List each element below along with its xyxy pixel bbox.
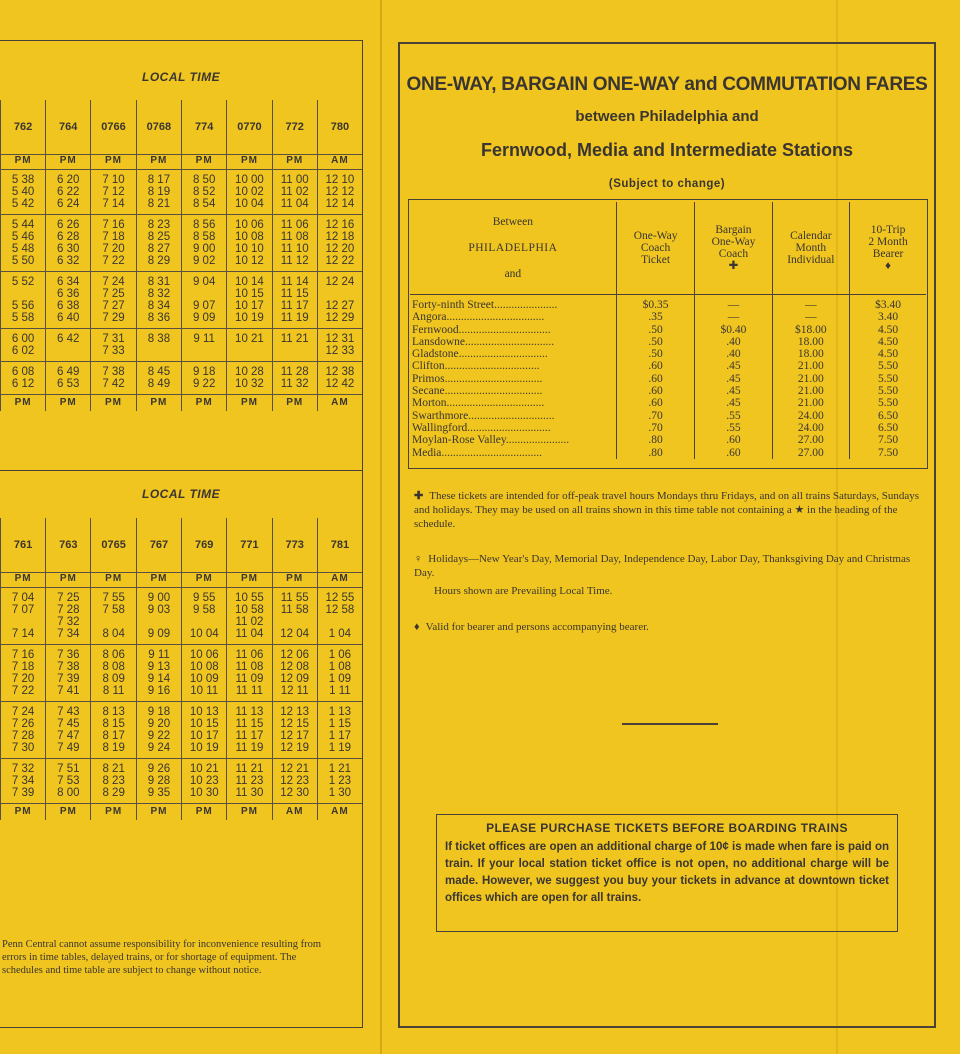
fare-row — [410, 336, 926, 348]
fare-monthly: 24.00 — [772, 422, 850, 434]
fare-bargain: — — [695, 311, 772, 323]
time-cell: 7 10 7 12 7 14 — [91, 170, 136, 215]
timetable-bottom — [0, 518, 362, 820]
train-number: 762 — [1, 100, 46, 155]
time-cell: 12 31 12 33 — [317, 329, 362, 362]
fares-title-line3: Fernwood, Media and Intermediate Stations — [480, 140, 854, 160]
note-bargain — [414, 489, 922, 531]
mid-rule — [0, 470, 362, 471]
fare-table — [410, 202, 926, 459]
time-cell: 7 04 7 07 7 14 — [1, 588, 46, 645]
fare-row — [410, 360, 926, 372]
train-number: 0768 — [136, 100, 181, 155]
time-cell: 12 24 12 27 12 29 — [317, 272, 362, 329]
fare-header-oneway: One-Way Coach Ticket — [616, 202, 695, 295]
time-cell: 6 26 6 28 6 30 6 32 — [46, 215, 91, 272]
fare-ten-trip: 5.50 — [850, 385, 926, 397]
ampm-label: AM — [317, 804, 362, 821]
cross-icon: ✚ — [414, 490, 424, 502]
time-cell: 12 55 12 58 1 04 — [317, 588, 362, 645]
time-cell: 7 36 7 38 7 39 7 41 — [46, 645, 91, 702]
fare-monthly: 18.00 — [772, 348, 850, 360]
time-cell: 12 13 12 15 12 17 12 19 — [272, 702, 317, 759]
fare-bargain: .45 — [695, 373, 772, 385]
ampm-label: PM — [272, 573, 317, 588]
fares-title: ONE-WAY, BARGAIN ONE-WAY and COMMUTATION FARES — [406, 74, 928, 95]
fare-oneway: .50 — [616, 336, 695, 348]
train-number: 774 — [182, 100, 227, 155]
time-cell: 8 17 8 19 8 21 — [136, 170, 181, 215]
time-cell: 1 06 1 08 1 09 1 11 — [317, 645, 362, 702]
time-cell: 8 21 8 23 8 29 — [91, 759, 136, 804]
time-cell: 9 11 9 13 9 14 9 16 — [136, 645, 181, 702]
time-cell: 11 14 11 15 11 17 11 19 — [272, 272, 317, 329]
time-cell: 11 06 11 08 11 09 11 11 — [227, 645, 272, 702]
fare-row — [410, 447, 926, 459]
holiday-icon: ♀ — [414, 553, 423, 565]
fare-bargain: .55 — [695, 422, 772, 434]
fare-oneway: .80 — [616, 434, 695, 446]
fare-ten-trip: 7.50 — [850, 434, 926, 446]
fare-monthly: 21.00 — [772, 385, 850, 397]
header-and: and — [504, 268, 522, 280]
train-number: 0765 — [91, 518, 136, 573]
time-cell: 10 21 10 23 10 30 — [182, 759, 227, 804]
fare-station: Primos.................................. — [412, 372, 543, 385]
ampm-label: PM — [46, 804, 91, 821]
time-cell: 10 55 10 58 11 02 11 04 — [227, 588, 272, 645]
time-cell: 7 16 7 18 7 20 7 22 — [1, 645, 46, 702]
time-cell: 6 00 6 02 — [1, 329, 46, 362]
fare-station: Wallingford............................. — [412, 421, 551, 434]
fare-station: Media................................... — [412, 446, 543, 459]
time-cell: 10 06 10 08 10 09 10 11 — [182, 645, 227, 702]
fare-station: Fernwood................................ — [412, 323, 551, 336]
ampm-label: PM — [1, 395, 46, 412]
fare-oneway: .80 — [616, 447, 695, 459]
bottom-rule — [0, 1027, 362, 1028]
fare-station: Secane.................................. — [412, 385, 543, 398]
fare-oneway: .60 — [616, 360, 695, 372]
train-number: 0770 — [227, 100, 272, 155]
fare-row — [410, 311, 926, 323]
train-number: 773 — [272, 518, 317, 573]
train-number: 781 — [317, 518, 362, 573]
time-cell: 12 38 12 42 — [317, 362, 362, 395]
fare-monthly: — — [772, 311, 850, 323]
time-cell: 9 18 9 22 — [182, 362, 227, 395]
timetable-panel — [0, 0, 365, 1054]
time-cell: 6 08 6 12 — [1, 362, 46, 395]
fare-bargain: — — [695, 295, 772, 312]
note-holidays-text: Holidays—New Year's Day, Memorial Day, Independence Day, Labor Day, Thanksgiving Day and Christmas Day. — [414, 553, 911, 579]
time-cell: 12 21 12 23 12 30 — [272, 759, 317, 804]
time-cell: 10 21 — [227, 329, 272, 362]
time-cell: 9 00 9 03 9 09 — [136, 588, 181, 645]
fare-monthly: 27.00 — [772, 434, 850, 446]
fare-ten-trip: 7.50 — [850, 447, 926, 459]
note-bargain-text: These tickets are intended for off-peak travel hours Mondays thru Fridays, and on all trains Saturdays, Sundays and holidays. They may be used on all trains shown in this time table not containing a ★ in the heading of the schedule. — [414, 490, 920, 530]
fare-header-monthly: Calendar Month Individual — [772, 202, 850, 295]
ampm-label: PM — [272, 395, 317, 412]
left-panel-border — [362, 40, 363, 1028]
fare-ten-trip: 6.50 — [850, 422, 926, 434]
fare-row — [410, 385, 926, 397]
time-cell: 7 55 7 58 8 04 — [91, 588, 136, 645]
fare-monthly: — — [772, 295, 850, 312]
fare-row — [410, 324, 926, 336]
fare-station: Swarthmore.............................. — [412, 409, 555, 422]
ampm-label: PM — [1, 573, 46, 588]
fare-bargain: $0.40 — [695, 324, 772, 336]
fare-row — [410, 434, 926, 446]
time-cell: 7 38 7 42 — [91, 362, 136, 395]
fare-ten-trip: 6.50 — [850, 410, 926, 422]
time-cell: 11 00 11 02 11 04 — [272, 170, 317, 215]
ampm-label: PM — [46, 573, 91, 588]
train-number: 772 — [272, 100, 317, 155]
time-cell: 5 52 5 56 5 58 — [1, 272, 46, 329]
ampm-label: PM — [91, 155, 136, 170]
fare-ten-trip: $3.40 — [850, 295, 926, 312]
time-cell: 9 18 9 20 9 22 9 24 — [136, 702, 181, 759]
fares-panel — [398, 42, 936, 1028]
fare-ten-trip: 5.50 — [850, 360, 926, 372]
time-cell: 6 42 — [46, 329, 91, 362]
fare-bargain: .45 — [695, 385, 772, 397]
time-cell: 12 06 12 08 12 09 12 11 — [272, 645, 317, 702]
time-cell: 9 26 9 28 9 35 — [136, 759, 181, 804]
header-philadelphia: PHILADELPHIA — [468, 242, 558, 254]
time-cell: 8 56 8 58 9 00 9 02 — [182, 215, 227, 272]
note-holidays — [414, 552, 922, 580]
fare-station: Lansdowne............................... — [412, 335, 555, 348]
ampm-label: PM — [182, 155, 227, 170]
fare-row — [410, 397, 926, 409]
fare-ten-trip: 5.50 — [850, 397, 926, 409]
ampm-label: PM — [136, 804, 181, 821]
note-bearer-text: Valid for bearer and persons accompanying bearer. — [425, 621, 649, 633]
ampm-label: AM — [317, 155, 362, 170]
ampm-label: PM — [46, 155, 91, 170]
fare-row — [410, 295, 926, 312]
time-cell: 10 06 10 08 10 10 10 12 — [227, 215, 272, 272]
fare-ten-trip: 5.50 — [850, 373, 926, 385]
fare-oneway: .70 — [616, 422, 695, 434]
ampm-label: PM — [272, 155, 317, 170]
train-number: 771 — [227, 518, 272, 573]
train-number: 761 — [1, 518, 46, 573]
diamond-icon: ♦ — [414, 621, 420, 633]
time-cell: 6 20 6 22 6 24 — [46, 170, 91, 215]
fare-ten-trip: 4.50 — [850, 336, 926, 348]
train-number: 764 — [46, 100, 91, 155]
fare-oneway: .50 — [616, 348, 695, 360]
fare-monthly: $18.00 — [772, 324, 850, 336]
fare-station: Gladstone............................... — [412, 348, 548, 361]
note-hours: Hours shown are Prevailing Local Time. — [434, 585, 613, 597]
ampm-label: PM — [91, 804, 136, 821]
time-cell: 8 06 8 08 8 09 8 11 — [91, 645, 136, 702]
time-cell: 9 55 9 58 10 04 — [182, 588, 227, 645]
time-cell: 8 31 8 32 8 34 8 36 — [136, 272, 181, 329]
ampm-label: PM — [46, 395, 91, 412]
fare-monthly: 21.00 — [772, 360, 850, 372]
fare-header-between — [410, 202, 616, 295]
fares-title-line2: between Philadelphia and — [575, 108, 759, 125]
ampm-label: PM — [182, 804, 227, 821]
fare-bargain: .60 — [695, 434, 772, 446]
fare-row — [410, 422, 926, 434]
time-cell: 5 44 5 46 5 48 5 50 — [1, 215, 46, 272]
train-number: 780 — [317, 100, 362, 155]
purchase-title: PLEASE PURCHASE TICKETS BEFORE BOARDING TRAINS — [486, 821, 848, 835]
time-cell: 11 21 — [272, 329, 317, 362]
time-cell: 7 24 7 26 7 28 7 30 — [1, 702, 46, 759]
time-cell: 1 13 1 15 1 17 1 19 — [317, 702, 362, 759]
time-cell: 7 32 7 34 7 39 — [1, 759, 46, 804]
ampm-label: PM — [136, 155, 181, 170]
fare-bargain: .45 — [695, 397, 772, 409]
fare-bargain: .40 — [695, 336, 772, 348]
ampm-label: PM — [136, 573, 181, 588]
fare-oneway: .70 — [616, 410, 695, 422]
time-cell: 12 16 12 18 12 20 12 22 — [317, 215, 362, 272]
time-cell: 10 28 10 32 — [227, 362, 272, 395]
ampm-label: PM — [1, 155, 46, 170]
time-cell: 7 51 7 53 8 00 — [46, 759, 91, 804]
fare-ten-trip: 4.50 — [850, 348, 926, 360]
ampm-label: PM — [1, 804, 46, 821]
fare-oneway: .60 — [616, 373, 695, 385]
ampm-label: PM — [91, 395, 136, 412]
purchase-notice — [436, 814, 898, 932]
fare-oneway: .50 — [616, 324, 695, 336]
paper-fold-line — [380, 0, 382, 1054]
time-cell: 10 14 10 15 10 17 10 19 — [227, 272, 272, 329]
time-cell: 7 24 7 25 7 27 7 29 — [91, 272, 136, 329]
timetable-top — [0, 100, 362, 411]
time-cell: 7 16 7 18 7 20 7 22 — [91, 215, 136, 272]
fare-header-10trip: 10-Trip 2 Month Bearer ♦ — [850, 202, 926, 295]
fare-station: Clifton................................. — [412, 360, 540, 373]
fare-bargain: .40 — [695, 348, 772, 360]
time-cell: 9 11 — [182, 329, 227, 362]
fare-station: Morton.................................. — [412, 397, 545, 410]
ampm-label: PM — [227, 155, 272, 170]
ampm-label: PM — [182, 395, 227, 412]
time-cell: 11 21 11 23 11 30 — [227, 759, 272, 804]
purchase-body: If ticket offices are open an additional charge of 10¢ is made when fare is paid on train. If your local station ticket office is not open, no additional charge will be made. However, we suggest you buy your tickets in advance at downtown ticket offices which are open for all trains. — [445, 841, 889, 904]
ampm-label: AM — [317, 395, 362, 412]
fare-row — [410, 373, 926, 385]
fare-bargain: .60 — [695, 447, 772, 459]
time-cell: 8 50 8 52 8 54 — [182, 170, 227, 215]
note-bearer — [414, 620, 922, 634]
fare-bargain: .45 — [695, 360, 772, 372]
time-cell: 6 49 6 53 — [46, 362, 91, 395]
time-cell: 7 43 7 45 7 47 7 49 — [46, 702, 91, 759]
disclaimer-text: Penn Central cannot assume responsibility for inconvenience resulting from errors in time tables, delayed trains, or for shortage of equipment. The schedules and time table are subject to change without notice. — [2, 939, 322, 976]
time-cell: 9 04 9 07 9 09 — [182, 272, 227, 329]
fare-station: Moylan-Rose Valley...................... — [412, 434, 570, 447]
ampm-label: PM — [227, 804, 272, 821]
header-between: Between — [492, 216, 533, 228]
fare-ten-trip: 4.50 — [850, 324, 926, 336]
time-cell: 11 55 11 58 12 04 — [272, 588, 317, 645]
fare-station: Forty-ninth Street...................... — [412, 299, 558, 311]
train-number: 767 — [136, 518, 181, 573]
time-cell: 10 13 10 15 10 17 10 19 — [182, 702, 227, 759]
divider-line — [622, 723, 718, 725]
train-number: 763 — [46, 518, 91, 573]
fare-oneway: $0.35 — [616, 295, 695, 312]
fare-monthly: 21.00 — [772, 397, 850, 409]
ampm-label: AM — [317, 573, 362, 588]
local-time-label-bottom: LOCAL TIME — [142, 487, 221, 501]
local-time-label-top: LOCAL TIME — [142, 70, 221, 84]
time-cell: 10 00 10 02 10 04 — [227, 170, 272, 215]
train-number: 0766 — [91, 100, 136, 155]
ampm-label: PM — [136, 395, 181, 412]
fare-row — [410, 348, 926, 360]
fares-subtitle: (Subject to change) — [608, 178, 726, 190]
ampm-label: AM — [272, 804, 317, 821]
time-cell: 5 38 5 40 5 42 — [1, 170, 46, 215]
fare-oneway: .60 — [616, 397, 695, 409]
fare-bargain: .55 — [695, 410, 772, 422]
fare-row — [410, 410, 926, 422]
time-cell: 8 23 8 25 8 27 8 29 — [136, 215, 181, 272]
time-cell: 1 21 1 23 1 30 — [317, 759, 362, 804]
top-rule — [0, 40, 362, 41]
train-number: 769 — [182, 518, 227, 573]
fare-oneway: .60 — [616, 385, 695, 397]
ampm-label: PM — [91, 573, 136, 588]
fare-oneway: .35 — [616, 311, 695, 323]
fare-station: Angora.................................. — [412, 311, 545, 324]
time-cell: 11 13 11 15 11 17 11 19 — [227, 702, 272, 759]
ampm-label: PM — [227, 395, 272, 412]
fare-monthly: 27.00 — [772, 447, 850, 459]
fare-ten-trip: 3.40 — [850, 311, 926, 323]
fare-monthly: 24.00 — [772, 410, 850, 422]
fare-monthly: 21.00 — [772, 373, 850, 385]
time-cell: 7 25 7 28 7 32 7 34 — [46, 588, 91, 645]
time-cell: 11 06 11 08 11 10 11 12 — [272, 215, 317, 272]
time-cell: 7 31 7 33 — [91, 329, 136, 362]
time-cell: 11 28 11 32 — [272, 362, 317, 395]
ampm-label: PM — [182, 573, 227, 588]
fare-monthly: 18.00 — [772, 336, 850, 348]
time-cell: 6 34 6 36 6 38 6 40 — [46, 272, 91, 329]
time-cell: 8 45 8 49 — [136, 362, 181, 395]
fare-header-bargain: Bargain One-Way Coach ✚ — [695, 202, 772, 295]
time-cell: 8 13 8 15 8 17 8 19 — [91, 702, 136, 759]
ampm-label: PM — [227, 573, 272, 588]
time-cell: 12 10 12 12 12 14 — [317, 170, 362, 215]
time-cell: 8 38 — [136, 329, 181, 362]
